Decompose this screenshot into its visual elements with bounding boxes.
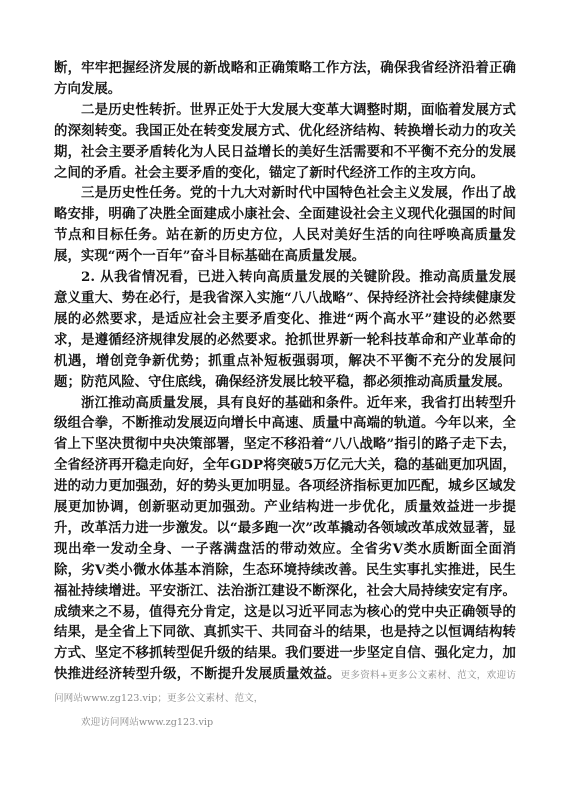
footer-note-inline: 更多资料+更多公文素材、范文，欢迎访问网站www.zg123.vip；更多公文素材、范文，	[54, 670, 516, 705]
paragraph-zhejiang-development	[54, 393, 516, 731]
paragraph-lead: 2. 从我省情况看，已进入转向高质量发展的关键阶段。	[81, 269, 420, 286]
paragraph-provincial-situation	[54, 267, 516, 392]
paragraph-lead: 二是历史性转折。	[81, 101, 190, 118]
paragraph-text: 断，牢牢把握经济发展的新战略和正确策略工作方法，确保我省经济沿着正确方向发展。	[54, 60, 516, 97]
paragraph-text: 推动高质量发展意义重大、势在必行，是我省深入实施“八八战略”、保持经济社会持续健康发展的必然要求，是适应社会主要矛盾变化、推进“两个高水平”建设的必然要求，是遵循经济规律发展的必然要求。抢抓世界新一轮科技革命和产业革命的机遇，增创竞争新优势；抓重点补短板强弱项，解决不平衡不充分的发展问题；防范风险、守住底线，确保经济发展比较平稳，都必须推动高质量发展。	[54, 269, 516, 390]
paragraph-text: 浙江推动高质量发展，具有良好的基础和条件。近年来，我省打出转型升级组合拳，不断推动发展迈向增长中高速、质量中高端的轨道。今年以来，全省上下坚决贯彻中央决策部署，坚定不移沿着“八八战略”指引的路子走下去，全省经济再开稳走向好，全年GDP将突破5万亿元大关，稳的基础更加巩固，进的动力更加强劲，好的势头更加明显。各项经济指标更加匹配，城乡区域发展更加协调，创新驱动更加强劲。产业结构进一步优化，质量效益进一步提升，改革活力进一步激发。以“最多跑一次”改革撬动各领域改革成效显著，显现出牵一发动全身、一子落满盘活的带动效应。全省劣V类水质断面全面消除，劣V类小微水体基本消除，生态环境持续改善。民生实事扎实推进，民生福祉持续增进。平安浙江、法治浙江建设不断深化，社会大局持续安定有序。成绩来之不易，值得充分肯定，这是以习近平同志为核心的党中央正确领导的结果，是全省上下同欲、真抓实干、共同奋斗的结果，也是持之以恒调结构转方式、坚定不移抓转型促升级的结果。我们要进一步坚定自信、强化定力，加快推进经济转型升级，不断提升发展质量效益。	[54, 394, 516, 683]
paragraph-historic-task	[54, 183, 516, 267]
paragraph-text: 党的十九大对新时代中国特色社会主义发展，作出了战略安排，明确了决胜全面建成小康社会、全面建设社会主义现代化强国的时间节点和目标任务。站在新的历史方位，人民对美好生活的向往呼唤高质量发展，实现“两个一百年”奋斗目标基础在高质量发展。	[54, 185, 516, 265]
paragraph-lead: 三是历史性任务。	[81, 185, 190, 202]
paragraph-continued	[54, 58, 516, 100]
paragraph-historic-turning-point	[54, 100, 516, 184]
paragraph-text: 世界正处于大发展大变革大调整时期，面临着发展方式的深刻转变。我国正处在转变发展方式、优化经济结构、转换增长动力的攻关期，社会主要矛盾转化为人民日益增长的美好生活需要和不平衡不充分的发展之间的矛盾。社会主要矛盾的变化，锚定了新时代经济工作的主攻方向。	[54, 101, 516, 181]
footer-note-line: 欢迎访问网站www.zg123.vip	[81, 717, 214, 729]
